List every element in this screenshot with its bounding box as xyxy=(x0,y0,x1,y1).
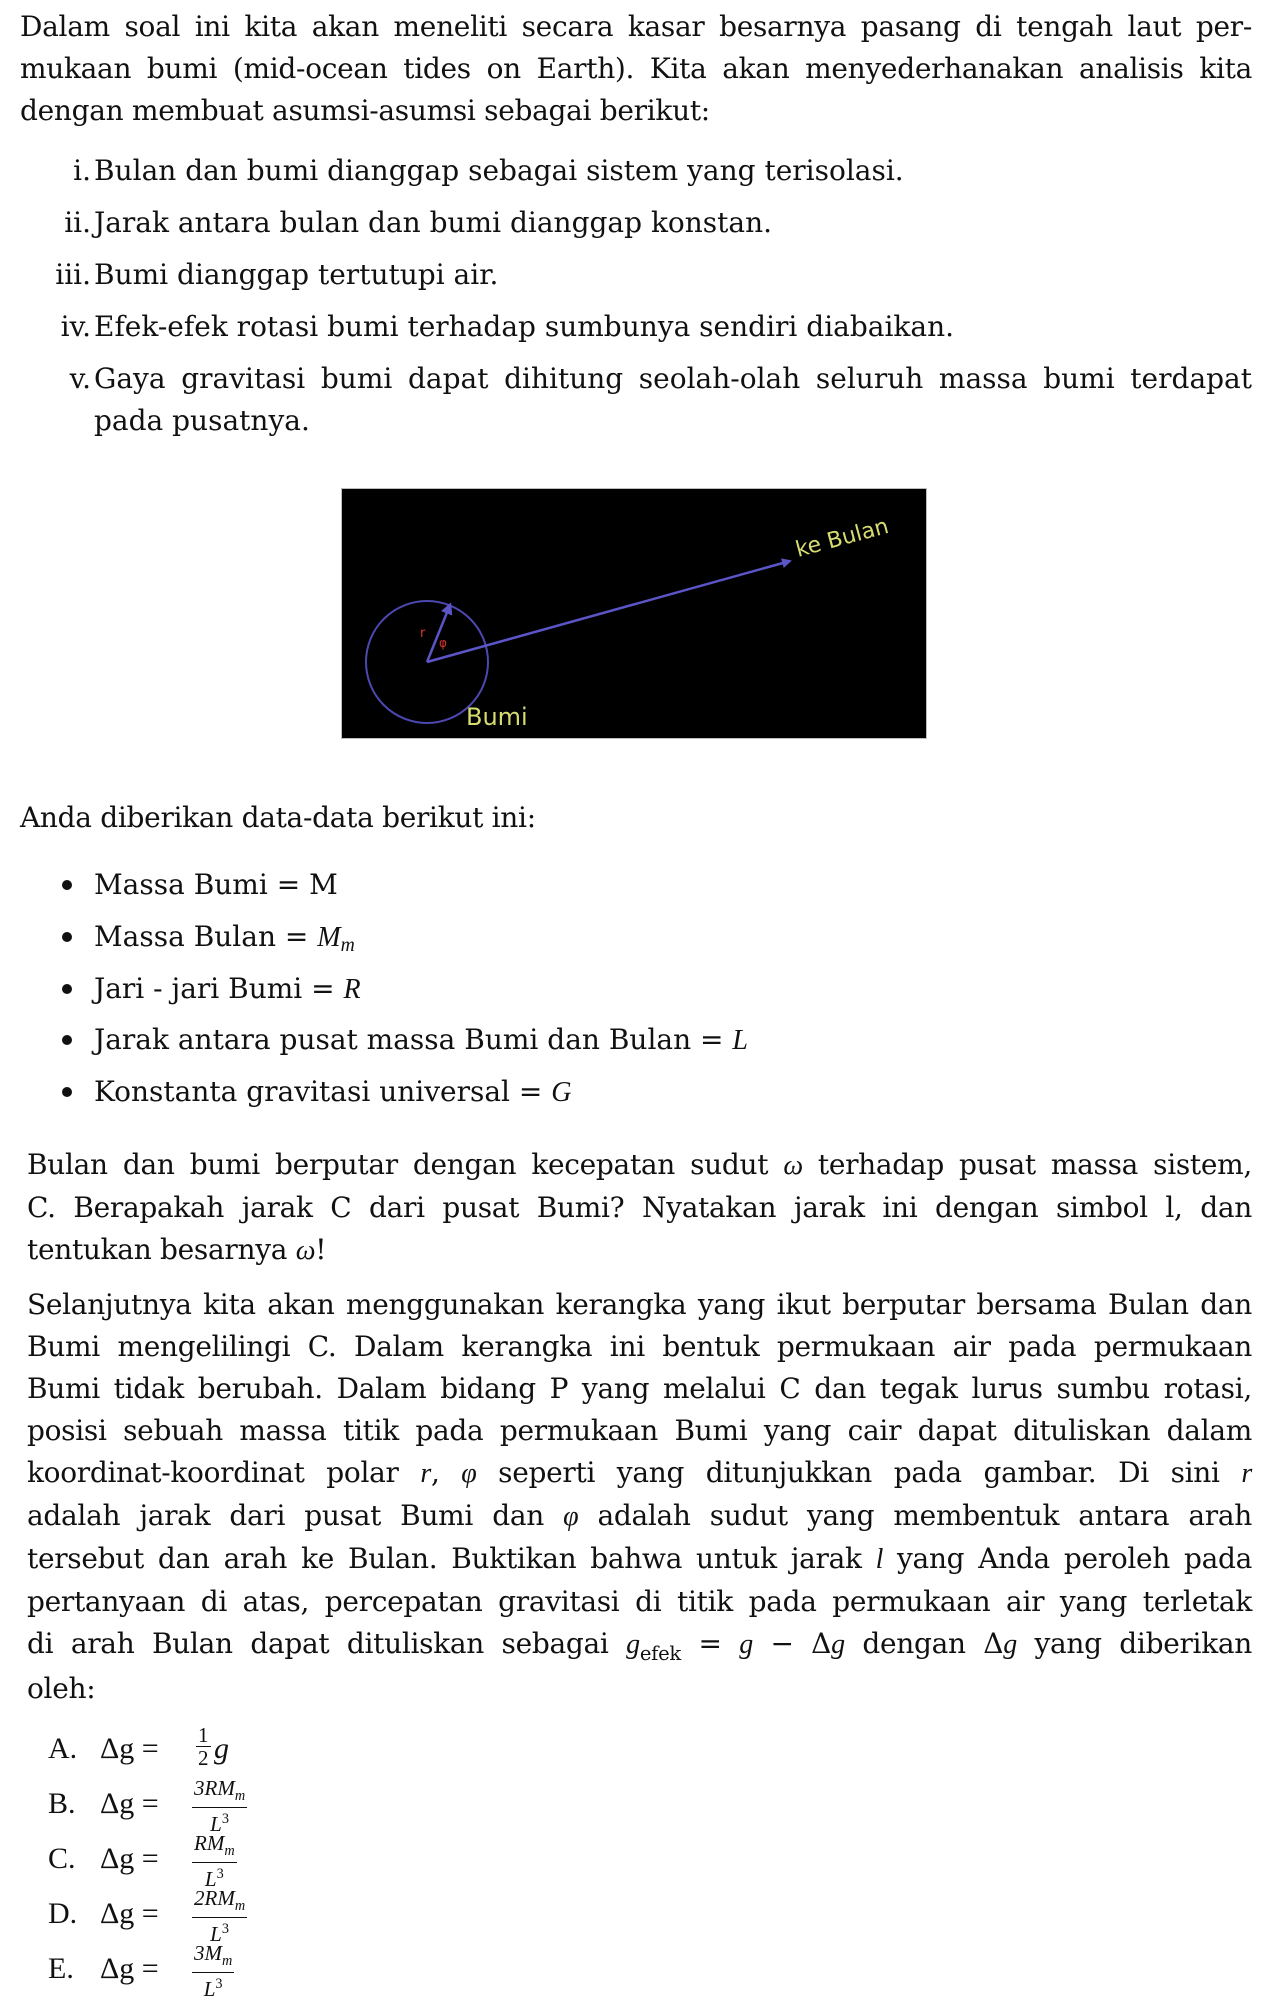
item-text: Jarak antara bulan dan bumi dianggap konstan. xyxy=(94,206,773,239)
assumption-item xyxy=(0,254,1279,296)
question-paragraph-2 xyxy=(27,1284,1252,1710)
question-paragraph-1 xyxy=(27,1144,1252,1272)
paragraph-line: tersebut dan arah ke Bulan. Buktikan bahwa untuk jarak l yang Anda peroleh pada xyxy=(27,1542,1252,1575)
symbol: G xyxy=(551,1077,572,1108)
item-label: i. xyxy=(73,154,91,187)
option-tail: g xyxy=(214,1732,229,1765)
assumption-item-continuation xyxy=(0,400,1279,442)
paragraph-line: koordinat-koordinat polar r, φ seperti yang ditunjukkan pada gambar. Di sini r xyxy=(27,1456,1253,1489)
symbol: M xyxy=(317,922,341,953)
diagram-svg xyxy=(342,489,926,738)
item-label: iii. xyxy=(55,258,91,291)
bullet-icon xyxy=(62,1087,72,1097)
symbol: R xyxy=(343,974,361,1005)
data-intro-text: Anda diberikan data-data berikut ini: xyxy=(20,801,536,834)
moon-direction-arrow-icon xyxy=(427,561,790,662)
item-text: Bumi dianggap tertutupi air. xyxy=(94,258,499,291)
item-text: Efek-efek rotasi bumi terhadap sumbunya sendiri diabaikan. xyxy=(94,310,955,343)
option-fraction: $\frac{3M_m}{L^3}$ xyxy=(194,1941,233,2001)
intro-line: dengan membuat asumsi-asumsi sebagai berikut: xyxy=(20,94,710,127)
angle-symbol: φ xyxy=(439,636,447,650)
symbol-subscript: m xyxy=(340,935,355,956)
radius-symbol: r xyxy=(420,626,426,641)
bullet-icon xyxy=(62,932,72,942)
option-label: D. xyxy=(48,1897,78,1930)
data-intro xyxy=(20,797,1252,839)
intro-line: Dalam soal ini kita akan meneliti secara kasar besarnya pasang di tengah laut per- xyxy=(20,10,1252,43)
bullet-icon xyxy=(62,984,72,994)
earth-moon-diagram xyxy=(342,489,926,738)
intro-paragraph xyxy=(20,6,1252,132)
paragraph-line: posisi sebuah massa titik pada permukaan Bumi yang cair dapat dituliskan dalam xyxy=(27,1414,1252,1447)
option-lhs: Δg = xyxy=(100,1952,159,1985)
option-fraction: $2RM_m$ $L^3$ xyxy=(194,1886,246,1947)
bullet-icon xyxy=(62,1035,72,1045)
intro-line: mukaan bumi (mid-ocean tides on Earth). Kita akan menyederhanakan analisis kita xyxy=(20,52,1252,85)
symbol: L xyxy=(732,1025,748,1056)
assumption-item xyxy=(0,358,1279,400)
moon-label: ke Bulan xyxy=(793,514,892,563)
option-label: C. xyxy=(48,1842,76,1875)
option-label: E. xyxy=(48,1952,74,1985)
item-label: iv. xyxy=(60,310,91,343)
bullet-icon xyxy=(62,880,72,890)
item-label: ii. xyxy=(64,206,91,239)
option-lhs: Δg = xyxy=(100,1842,159,1875)
earth-label: Bumi xyxy=(466,703,528,731)
paragraph-line: tentukan besarnya ω! xyxy=(27,1233,327,1266)
paragraph-line: Selanjutnya kita akan menggunakan kerangka yang ikut berputar bersama Bulan dan xyxy=(27,1288,1252,1321)
radius-vector-icon xyxy=(427,605,450,662)
option-fraction: $\frac{1}{2}$ xyxy=(198,1723,209,1770)
assumption-item xyxy=(0,202,1279,244)
paragraph-line: Bumi tidak berubah. Dalam bidang P yang melalui C dan tegak lurus sumbu rotasi, xyxy=(27,1372,1252,1405)
option-fraction: $RM_m$ $L^3$ xyxy=(194,1831,235,1892)
option-label: A. xyxy=(48,1732,78,1765)
paragraph-line: oleh: xyxy=(27,1672,96,1705)
paragraph-line: Bumi mengelilingi C. Dalam kerangka ini bentuk permukaan air pada permukaan xyxy=(27,1330,1252,1363)
symbol: M xyxy=(309,868,338,901)
option-label: B. xyxy=(48,1787,76,1820)
option-lhs: Δg = xyxy=(100,1787,159,1820)
paragraph-line: pertanyaan di atas, percepatan gravitasi di titik pada permukaan air yang terletak xyxy=(27,1585,1252,1618)
assumption-item xyxy=(0,150,1279,192)
assumption-item xyxy=(0,306,1279,348)
paragraph-line: C. Berapakah jarak C dari pusat Bumi? Nyatakan jarak ini dengan simbol l, dan xyxy=(27,1191,1252,1224)
item-label: v. xyxy=(69,362,91,395)
paragraph-line: adalah jarak dari pusat Bumi dan φ adalah sudut yang membentuk antara arah xyxy=(27,1499,1252,1532)
option-fraction: $3RM_m$ $L^3$ xyxy=(194,1776,246,1837)
option-lhs: Δg = xyxy=(100,1732,159,1765)
item-text: Bulan dan bumi dianggap sebagai sistem yang terisolasi. xyxy=(94,154,904,187)
option-lhs: Δg = xyxy=(100,1897,159,1930)
item-text: Gaya gravitasi bumi dapat dihitung seolah-olah seluruh massa bumi terdapat xyxy=(94,362,1252,395)
item-text: pada pusatnya. xyxy=(94,404,310,437)
paragraph-line: Bulan dan bumi berputar dengan kecepatan sudut ω terhadap pusat massa sistem, xyxy=(27,1148,1253,1181)
paragraph-line: di arah Bulan dapat dituliskan sebagai $g_{efek} = g - \Delta g$ dengan Δg yang diberikan xyxy=(27,1627,1252,1665)
